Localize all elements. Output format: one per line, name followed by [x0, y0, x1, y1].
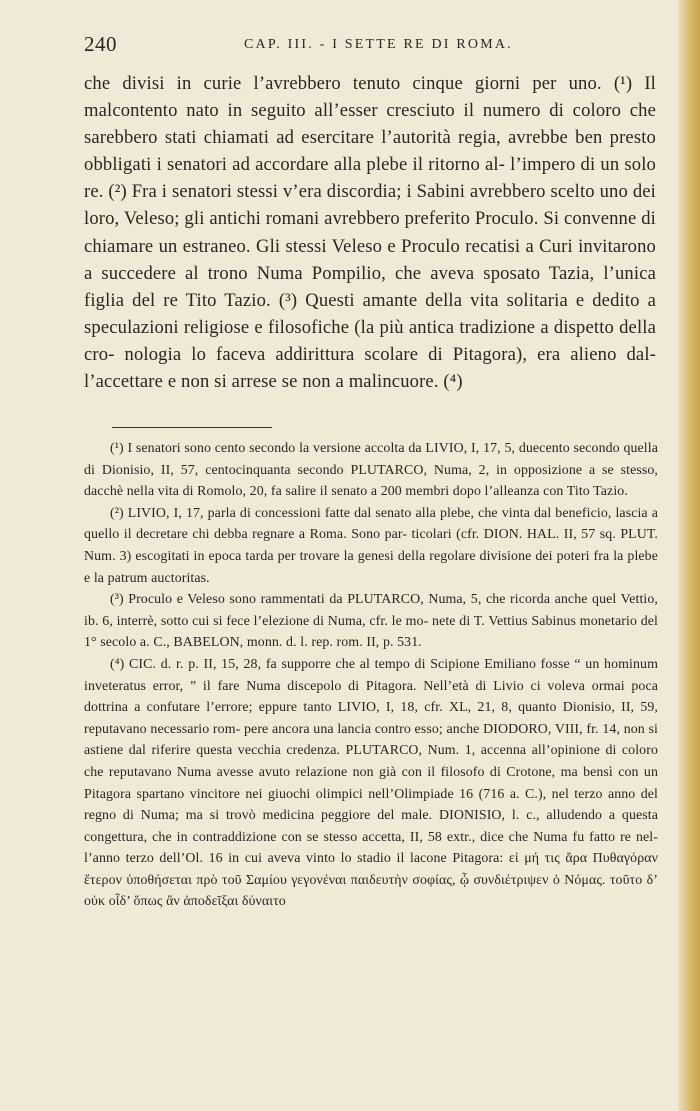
page-header	[84, 32, 658, 56]
main-text	[84, 70, 656, 395]
body-paragraph: che divisi in curie l’avrebbero tenuto cinque giorni per uno. (¹) Il malcontento nato in seguito all’esser cresciuto il numero di coloro che sarebbero stati chiamati ad esercitare l’autorità regia, avrebbe ben presto obbligati i senatori ad accordare alla plebe il ritorno al- l’impero di un solo re. (²) Fra i senatori stessi v’era discordia; i Sabini avrebbero scelto uno dei loro, Veleso; gli antichi romani avrebbero preferito Proculo. Si convenne di chiamare un estraneo. Gli stessi Veleso e Proculo recatisi a Curi invitarono a succedere al trono Numa Pompilio, che aveva sposato Tazia, l’unica figlia del re Tito Tazio. (³) Questi amante della vita solitaria e dedito a speculazioni religiose e filosofiche (la più antica tradizione a dispetto della cro- nologia lo faceva addirittura scolare di Pitagora), era alieno dal- l’accettare e non si arrese se non a malincuore. (⁴)	[84, 73, 656, 393]
page-edge	[678, 0, 700, 1111]
footnote-2: (²) LIVIO, I, 17, parla di concessioni fatte dal senato alla plebe, che vinta dal beneficio, lascia a quello il decretare chi debba regnare a Roma. Sono par- ticolari (cfr. DION. HAL. II, 57 sq. PLUT. Num. 3) escogitati in epoca tarda per trovare la genesi della regolare divisione dei poteri fra la plebe e la patrum auctoritas.	[84, 505, 658, 586]
footnotes	[84, 438, 658, 913]
page-number: 240	[84, 32, 117, 56]
footnote-3: (³) Proculo e Veleso sono rammentati da PLUTARCO, Numa, 5, che ricorda anche quel Vettio, ib. 6, interrè, sotto cui si fece l’elezione di Numa, cfr. le mo- nete di T. Vettius Sabinus monetario del 1° secolo a. C., BABELON, monn. d. l. rep. rom. II, p. 531.	[84, 592, 658, 651]
running-head: CAP. III. - I SETTE RE DI ROMA.	[244, 37, 513, 52]
footnote-4: (⁴) CIC. d. r. p. II, 15, 28, fa supporre che al tempo di Scipione Emiliano fosse “ un hominum inveteratus error, ” il fare Numa discepolo di Pitagora. Nell’età di Livio ci voleva ormai poca dottrina a confutare l’errore; eppure tanto LIVIO, I, 18, cfr. XL, 21, 8, quanto Dionisio, II, 59, reputavano necessario rom- pere ancora una lancia contro esso; anche DIODORO, VIII, fr. 14, non si astiene dal riferire questa vecchia credenza. PLUTARCO, Num. 1, accenna all’opinione di coloro che reputavano Numa avesse avuto relazione non già con il filosofo di Crotone, ma bensì con un Pitagora spartano vincitore nei giuochi olimpici nell’Olimpiade 16 (716 a. C.), nel terzo anno del regno di Numa; ma si trovò medicina peggiore del male. DIONISIO, l. c., alludendo a questa congettura, che in contraddizione con se stesso accetta, II, 58 extr., dice che Numa fu fatto re nel- l’anno terzo dell’Ol. 16 in cui aveva vinto lo stadio il lacone Pitagora: εἰ μή τις ἄρα Πυθαγόραν ἕτερον ὑποθήσεται πρὸ τοῦ Σαμίου γεγονέναι παιδευτὴν σοφίας, ᾧ συνδιέτριψεν ὁ Νόμας. τοῦτο δ’ οὐκ οἶδ’ ὅπως ἂν ἀποδεῖξαι δύναιτο	[84, 656, 658, 910]
footnote-rule	[112, 427, 272, 428]
footnote-1: (¹) I senatori sono cento secondo la versione accolta da LIVIO, I, 17, 5, duecento secondo quella di Dionisio, II, 57, centocinquanta secondo PLUTARCO, Numa, 2, in opposizione a se stesso, dacchè nella vita di Romolo, 20, fa salire il senato a 200 membri dopo l’alleanza con Tito Tazio.	[84, 441, 658, 500]
